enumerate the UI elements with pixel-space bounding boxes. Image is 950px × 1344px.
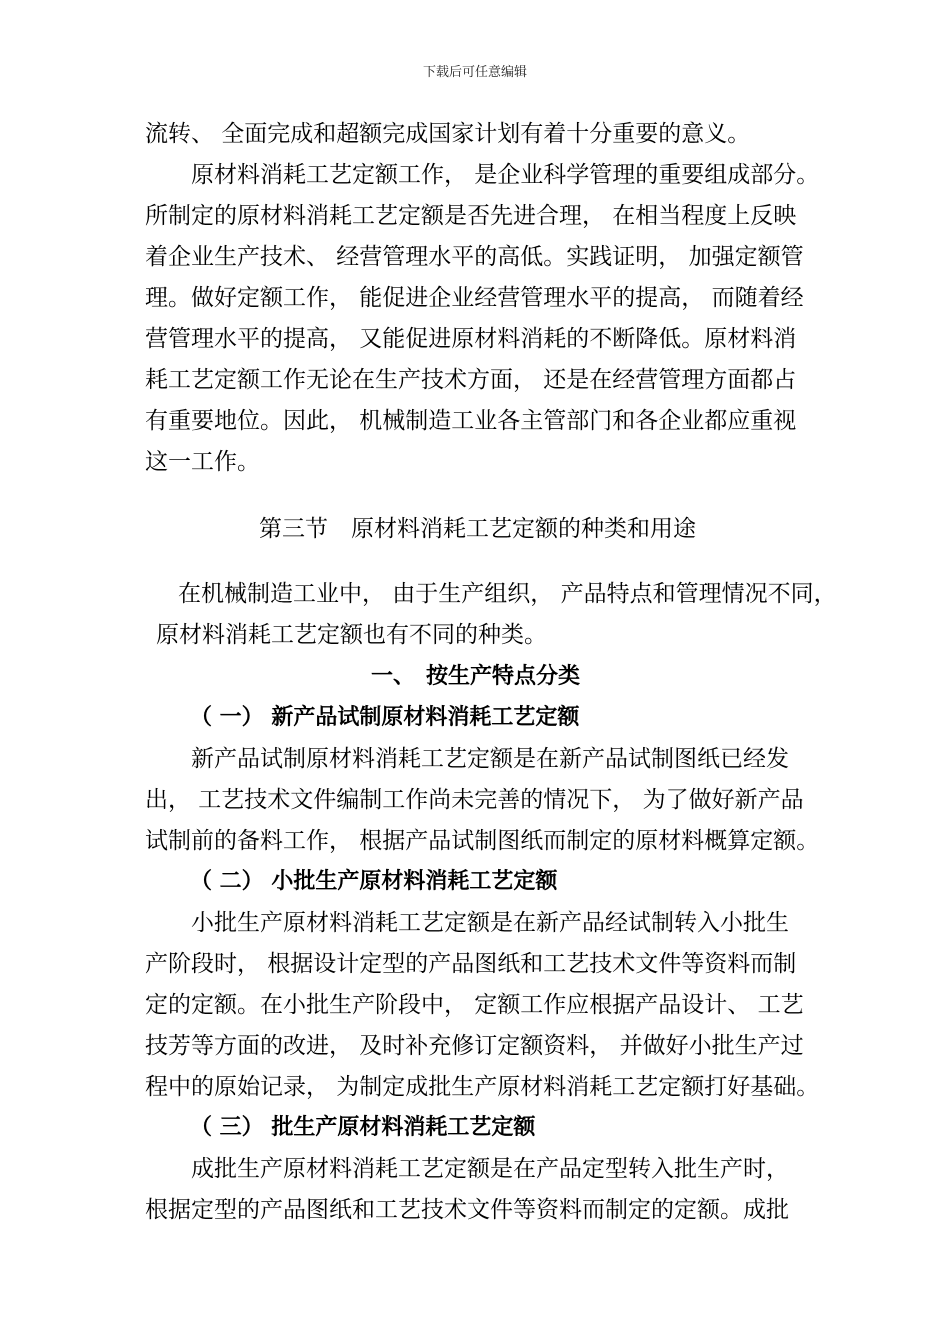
item-heading: （ 三） 批生产原材料消耗工艺定额	[190, 1115, 536, 1140]
body-text-line: 耗工艺定额工作无论在生产技术方面， 还是在经营管理方面都占	[145, 367, 797, 393]
body-text-line: 这一工作。	[145, 449, 260, 475]
body-text-line: 着企业生产技术、 经营管理水平的高低。实践证明， 加强定额管	[145, 244, 804, 270]
body-text-line: 产阶段时， 根据设计定型的产品图纸和工艺技术文件等资料而制	[145, 951, 797, 977]
body-text-line: 试制前的备料工作， 根据产品试制图纸而制定的原材料概算定额。	[145, 828, 820, 854]
body-text-line: 出， 工艺技术文件编制工作尚未完善的情况下， 为了做好新产品	[145, 787, 804, 813]
body-text-line: 所制定的原材料消耗工艺定额是否先进合理， 在相当程度上反映	[145, 203, 797, 229]
paragraph-first-line: 原材料消耗工艺定额工作， 是企业科学管理的重要组成部分。	[191, 162, 820, 188]
body-text-line: 原材料消耗工艺定额也有不同的种类。	[156, 622, 547, 648]
body-text-line: 有重要地位。因此， 机械制造工业各主管部门和各企业都应重视	[145, 408, 797, 434]
item-heading: （ 二） 小批生产原材料消耗工艺定额	[190, 869, 558, 894]
paragraph-first-line: 成批生产原材料消耗工艺定额是在产品定型转入批生产时，	[191, 1156, 789, 1182]
page-header-note: 下载后可任意编辑	[422, 65, 527, 80]
paragraph-first-line: 在机械制造工业中， 由于生产组织， 产品特点和管理情况不同，	[178, 581, 837, 607]
body-text-line: 程中的原始记录， 为制定成批生产原材料消耗工艺定额打好基础。	[145, 1074, 820, 1100]
paragraph-first-line: 小批生产原材料消耗工艺定额是在新产品经试制转入小批生	[191, 910, 789, 936]
body-text-line: 根据定型的产品图纸和工艺技术文件等资料而制定的定额。成批	[145, 1197, 789, 1223]
paragraph-first-line: 新产品试制原材料消耗工艺定额是在新产品试制图纸已经发	[191, 746, 789, 772]
body-text-line: 理。做好定额工作， 能促进企业经营管理水平的提高， 而随着经	[145, 285, 804, 311]
section-title: 第三节 原材料消耗工艺定额的种类和用途	[259, 516, 696, 542]
subsection-heading: 一、 按生产特点分类	[371, 664, 581, 689]
body-text-line: 流转、 全面完成和超额完成国家计划有着十分重要的意义。	[145, 121, 751, 147]
body-text-line: 定的定额。在小批生产阶段中， 定额工作应根据产品设计、 工艺	[145, 992, 804, 1018]
body-text-line: 技芳等方面的改进， 及时补充修订定额资料， 并做好小批生产过	[145, 1033, 804, 1059]
item-heading: （ 一） 新产品试制原材料消耗工艺定额	[190, 705, 580, 730]
body-text-line: 营管理水平的提高， 又能促进原材料消耗的不断降低。原材料消	[145, 326, 797, 352]
